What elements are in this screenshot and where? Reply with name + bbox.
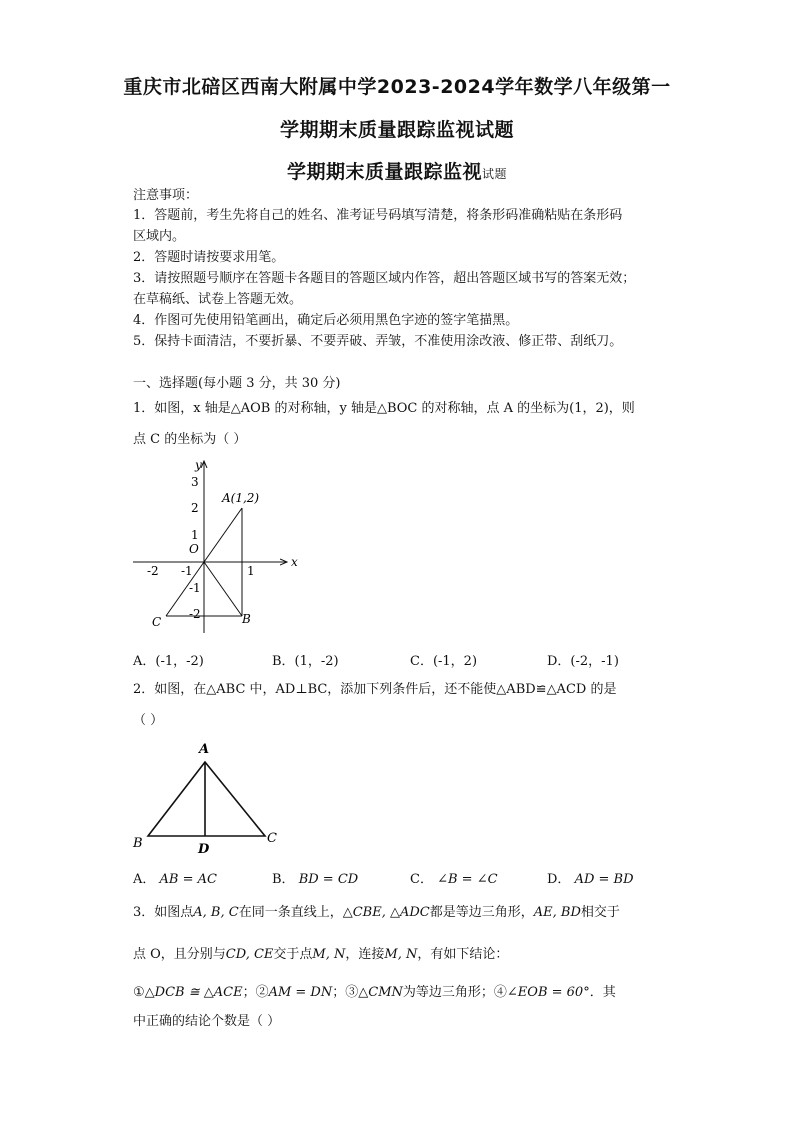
q2-option-b[interactable] (272, 868, 358, 887)
q2-option-c-label: C． (410, 872, 433, 887)
notice-item-3b: 在草稿纸、试卷上答题无效。 (133, 292, 303, 307)
q3-l1-d: 相交于 (580, 905, 620, 920)
q2-option-d-label: D． (547, 872, 571, 887)
tick-y-neg1: -1 (189, 581, 201, 595)
tick-x-neg2: -2 (147, 564, 159, 578)
point-a-label: A (199, 742, 210, 757)
q2-option-c-math: ∠B = ∠C (437, 872, 498, 887)
q3-l2-b: 交于点 (273, 947, 313, 962)
point-c-label: C (152, 615, 162, 629)
q3-l1-m1: A, B, C (193, 905, 239, 920)
point-b-label: B (242, 612, 251, 626)
notice-heading: 注意事项： (133, 188, 199, 203)
segment-ob (204, 562, 242, 616)
q2-line-2: （ ） (133, 713, 164, 728)
q3-l3-c: ；③ (332, 985, 359, 1000)
tick-y-3: 3 (191, 475, 199, 489)
title-line-3-small: 试题 (482, 167, 508, 181)
tick-x-1: 1 (247, 564, 255, 578)
q2-option-a-label: A． (133, 872, 156, 887)
q2-option-d-math: AD = BD (574, 872, 634, 887)
title-line-3 (0, 157, 794, 184)
q3-l3-m3: △CMN (358, 985, 403, 1000)
notice-item-1a: 1．答题前，考生先将自己的姓名、准考证号码填写清楚，将条形码准确粘贴在条形码 (133, 208, 623, 223)
q3-l2-c: ，连接 (345, 947, 385, 962)
segment-oa (204, 508, 242, 562)
section-heading: 一、选择题(每小题 3 分，共 30 分) (133, 376, 341, 391)
q3-l3-b: ；② (242, 985, 269, 1000)
tick-y-neg2: -2 (189, 607, 201, 621)
triangle-abc (148, 762, 265, 836)
q1-coordinate-figure (128, 455, 308, 640)
q3-l2-m1: CD, CE (225, 947, 274, 962)
q3-l1-c: 都是等边三角形， (429, 905, 534, 920)
q3-l3-m1: △DCB ≅ △ACE (144, 985, 243, 1000)
q3-l1-a: 3．如图点 (133, 905, 194, 920)
title-line-2: 学期期末质量跟踪监视试题 (279, 119, 514, 141)
q1-option-c[interactable]: C．(-1，2) (410, 654, 478, 669)
q3-l3-a: ① (133, 985, 145, 1000)
q3-line-2 (133, 945, 508, 965)
point-d-label: D (198, 842, 210, 857)
notice-item-5: 5．保持卡面清洁，不要折暴、不要弄破、弄皱，不准使用涂改液、修正带、刮纸刀。 (133, 334, 623, 349)
q1-line-1: 1．如图，x 轴是△AOB 的对称轴，y 轴是△BOC 的对称轴，点 A 的坐标为(1，2)，则 (133, 401, 635, 416)
q1-line-2: 点 C 的坐标为（ ） (133, 432, 247, 447)
q3-l2-a: 点 O，且分别与 (133, 947, 226, 962)
q2-option-b-label: B． (272, 872, 295, 887)
tick-y-2: 2 (191, 501, 199, 515)
tick-x-neg1: -1 (181, 564, 193, 578)
q3-l1-b: 在同一条直线上， (238, 905, 343, 920)
origin-label: O (189, 542, 199, 556)
q3-l2-m3: M, N (384, 947, 418, 962)
q2-line-1: 2．如图，在△ABC 中，AD⊥BC，添加下列条件后，还不能使△ABD≌△ACD 的是 (133, 682, 617, 697)
q3-l3-m2: AM = DN (268, 985, 333, 1000)
q3-l3-e: ．其 (589, 985, 616, 1000)
q3-l1-m2: △CBE, △ADC (342, 905, 430, 920)
q3-line-3 (133, 983, 616, 1003)
notice-item-1b: 区域内。 (133, 229, 186, 244)
tick-y-1: 1 (191, 528, 199, 542)
q1-option-d[interactable]: D．(-2，-1) (547, 654, 619, 669)
axis-y-label: y (195, 458, 202, 472)
notice-item-3a: 3．请按照题号顺序在答题卡各题目的答题区域内作答，超出答题区域书写的答案无效； (133, 271, 636, 286)
q2-option-c[interactable] (410, 868, 498, 887)
point-b-label: B (133, 836, 143, 851)
q3-l3-d: 为等边三角形；④ (402, 985, 507, 1000)
q1-option-b[interactable]: B．(1，-2) (272, 654, 339, 669)
axis-x-label: x (291, 555, 298, 569)
q3-l3-m4: ∠EOB = 60° (506, 985, 590, 1000)
point-a-label: A(1,2) (222, 491, 260, 505)
q2-triangle-figure (128, 738, 288, 858)
title-line-1: 重庆市北碚区西南大附属中学2023-2024学年数学八年级第一 (123, 76, 671, 98)
title-line-3-main: 学期期末质量跟踪监视 (286, 161, 482, 183)
q3-l2-m2: M, N (312, 947, 346, 962)
q3-l2-d: ，有如下结论： (417, 947, 509, 962)
notice-item-4: 4．作图可先使用铅笔画出，确定后必须用黑色字迹的签字笔描黑。 (133, 313, 519, 328)
q2-option-a-math: AB = AC (159, 872, 217, 887)
q2-option-d[interactable] (547, 868, 634, 887)
q2-option-b-math: BD = CD (298, 872, 359, 887)
q2-option-a[interactable] (133, 868, 217, 887)
q1-option-a[interactable]: A．(-1，-2) (133, 654, 204, 669)
q3-line-4: 中正确的结论个数是（ ） (133, 1014, 281, 1029)
point-c-label: C (267, 831, 277, 846)
q3-line-1 (133, 903, 620, 923)
notice-item-2: 2．答题时请按要求用笔。 (133, 250, 285, 265)
q3-l1-m3: AE, BD (533, 905, 581, 920)
